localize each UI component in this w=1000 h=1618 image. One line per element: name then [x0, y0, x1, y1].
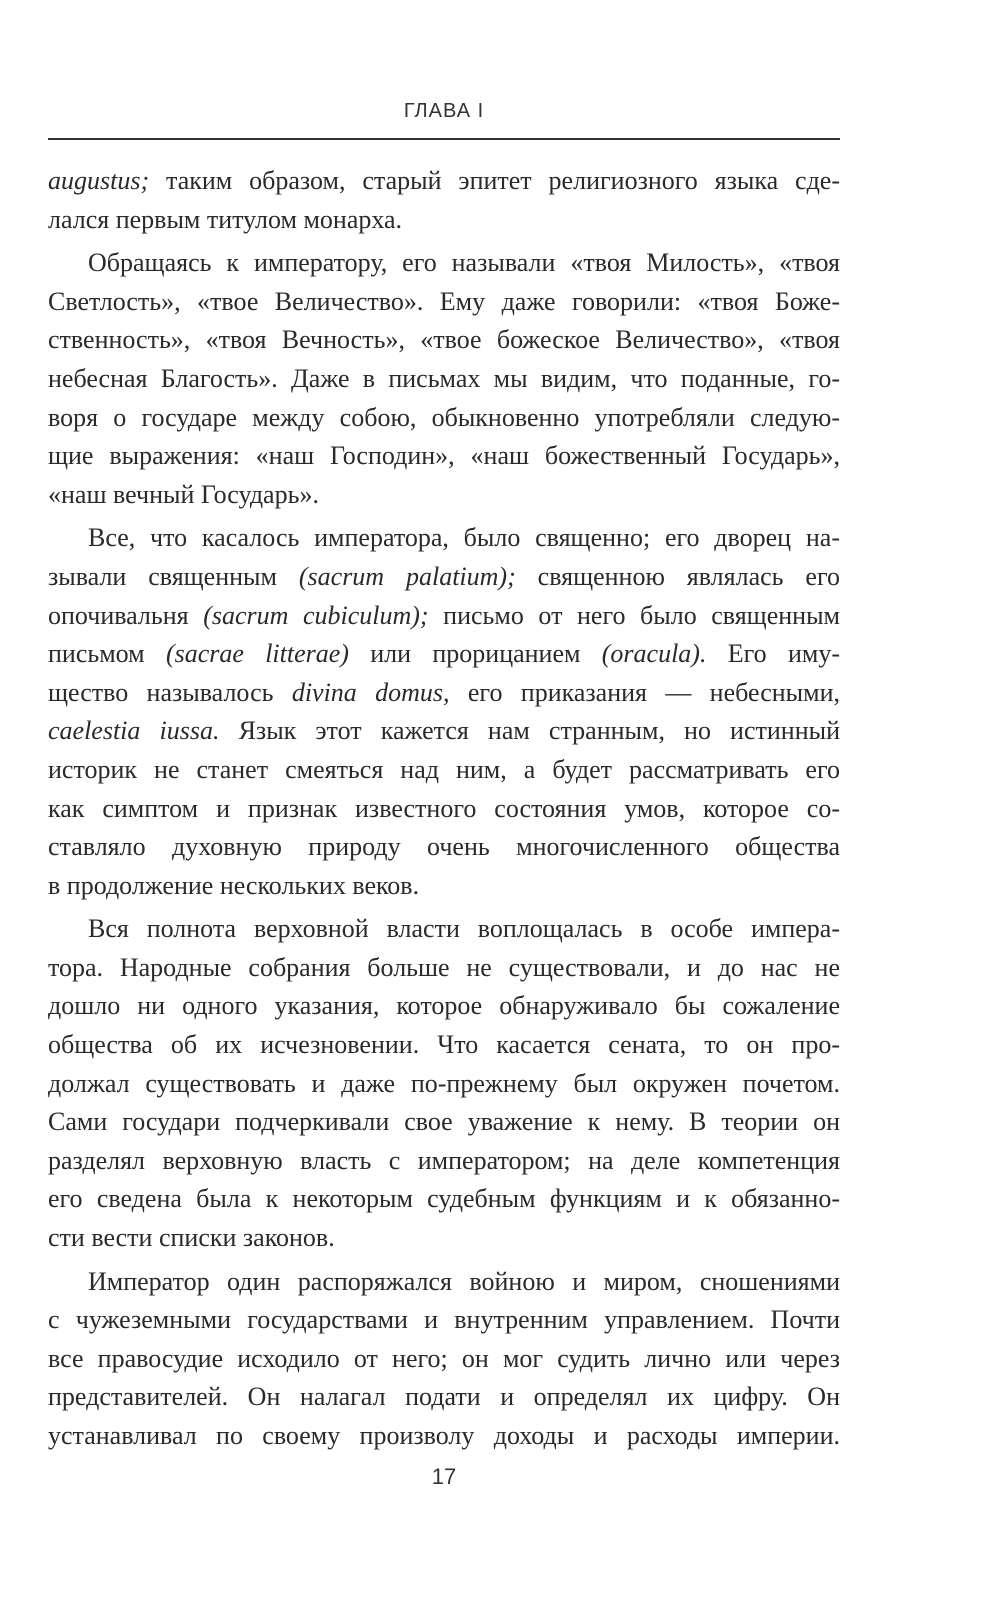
text-line	[48, 1301, 840, 1340]
text-run: щество называлось	[48, 677, 292, 707]
text-line	[48, 987, 840, 1026]
text-run: как симптом и признак известного состояния умов, которое со-	[48, 793, 840, 823]
text-run: представителей. Он налагал подати и определял их цифру. Он	[48, 1382, 840, 1412]
text-run: ставляло духовную природу очень многочисленного общества	[48, 832, 840, 862]
text-run: Сами государи подчеркивали свое уважение к нему. В теории он	[48, 1107, 840, 1137]
text-run: все правосудие исходило от него; он мог судить лично или через	[48, 1343, 840, 1373]
text-line	[48, 867, 840, 906]
page-number: 17	[431, 1464, 457, 1489]
text-run: разделял верховную власть с императором; на деле компетенция	[48, 1145, 840, 1175]
italic-latin-term: caelestia iussa.	[48, 716, 220, 746]
text-line	[48, 244, 840, 283]
text-run: Светлость», «твое Величество». Ему даже говорили: «твоя Боже-	[48, 286, 840, 316]
header-rule	[48, 138, 840, 140]
text-run: или прорицанием	[348, 639, 602, 669]
text-line	[48, 399, 840, 438]
text-line	[48, 437, 840, 476]
text-line	[48, 1378, 840, 1417]
paragraph	[48, 1263, 840, 1456]
text-line	[48, 162, 840, 201]
text-run: сти вести списки законов.	[48, 1223, 335, 1253]
text-run: священною являлась его	[515, 561, 840, 591]
text-run: небесная Благость». Даже в письмах мы видим, что поданные, го-	[48, 363, 840, 393]
text-run: тора. Народные собрания больше не существовали, и до нас не	[48, 952, 840, 982]
text-run: Обращаясь к императору, его называли «твоя Милость», «твоя	[88, 248, 840, 278]
text-run: Все, что касалось императора, было священно; его дворец на-	[88, 523, 840, 553]
text-line	[48, 790, 840, 829]
text-line	[48, 321, 840, 360]
italic-latin-term: augustus;	[48, 166, 150, 195]
text-line	[48, 1065, 840, 1104]
text-run: историк не станет смеяться над ним, а будет рассматривать его	[48, 754, 840, 784]
italic-latin-term: (sacrae litterae)	[165, 639, 349, 669]
text-line	[48, 1219, 840, 1258]
text-run: дошло ни одного указания, которое обнаруживало бы сожаление	[48, 991, 840, 1021]
text-run: его приказания — небесными,	[449, 677, 840, 707]
text-line	[48, 751, 840, 790]
text-run: письмо от него было священным	[428, 600, 840, 630]
text-run: воря о государе между собою, обыкновенно употребляли следую-	[48, 402, 840, 432]
text-run: «наш вечный Государь».	[48, 479, 319, 509]
text-run: Вся полнота верховной власти воплощалась в особе импера-	[88, 914, 840, 944]
text-run: щие выражения: «наш Господин», «наш божественный Государь»,	[48, 441, 840, 471]
text-line	[48, 1026, 840, 1065]
text-run: Язык этот кажется нам странным, но истинный	[219, 716, 840, 746]
text-run: Император один распоряжался войною и миром, сношениями	[88, 1266, 840, 1296]
text-line	[48, 476, 840, 515]
italic-latin-term: divina domus,	[291, 677, 450, 707]
text-line	[48, 949, 840, 988]
text-line	[48, 1263, 840, 1302]
body-text	[48, 162, 840, 1456]
text-line	[48, 519, 840, 558]
text-line	[48, 910, 840, 949]
italic-latin-term: (sacrum cubiculum);	[203, 600, 429, 630]
text-line	[48, 1180, 840, 1219]
text-line	[48, 1340, 840, 1379]
text-run: опочивальня	[48, 600, 204, 630]
text-line	[48, 712, 840, 751]
text-run: лался первым титулом монарха.	[48, 204, 403, 234]
text-run: его сведена была к некоторым судебным функциям и к обязанно-	[48, 1184, 840, 1214]
text-run: устанавливал по своему произволу доходы и расходы империи.	[48, 1421, 840, 1450]
text-run: в продолжение нескольких веков.	[48, 870, 420, 900]
text-run: таким образом, старый эпитет религиозного языка сде-	[149, 166, 840, 195]
text-run: письмом	[48, 639, 166, 669]
text-line	[48, 1417, 840, 1456]
text-run: зывали священным	[48, 561, 299, 591]
running-head: ГЛАВА I	[403, 100, 485, 122]
paragraph	[48, 162, 840, 239]
text-run: Его иму-	[706, 639, 840, 669]
paragraph	[48, 910, 840, 1257]
text-line	[48, 558, 840, 597]
text-line	[48, 283, 840, 322]
text-run: должал существовать и даже по-прежнему был окружен почетом.	[48, 1068, 840, 1098]
italic-latin-term: (sacrum palatium);	[298, 561, 516, 591]
paragraph	[48, 244, 840, 514]
text-line	[48, 597, 840, 636]
text-line	[48, 828, 840, 867]
text-run: ственность», «твоя Вечность», «твое божеское Величество», «твоя	[48, 325, 840, 355]
italic-latin-term: (oracula).	[601, 639, 707, 669]
text-run: с чужеземными государствами и внутренним управлением. Почти	[48, 1305, 840, 1335]
text-line	[48, 674, 840, 713]
text-line	[48, 201, 840, 240]
text-line	[48, 1142, 840, 1181]
text-line	[48, 360, 840, 399]
paragraph	[48, 519, 840, 905]
text-line	[48, 635, 840, 674]
text-line	[48, 1103, 840, 1142]
text-run: общества об их исчезновении. Что касается сената, то он про-	[48, 1030, 840, 1060]
